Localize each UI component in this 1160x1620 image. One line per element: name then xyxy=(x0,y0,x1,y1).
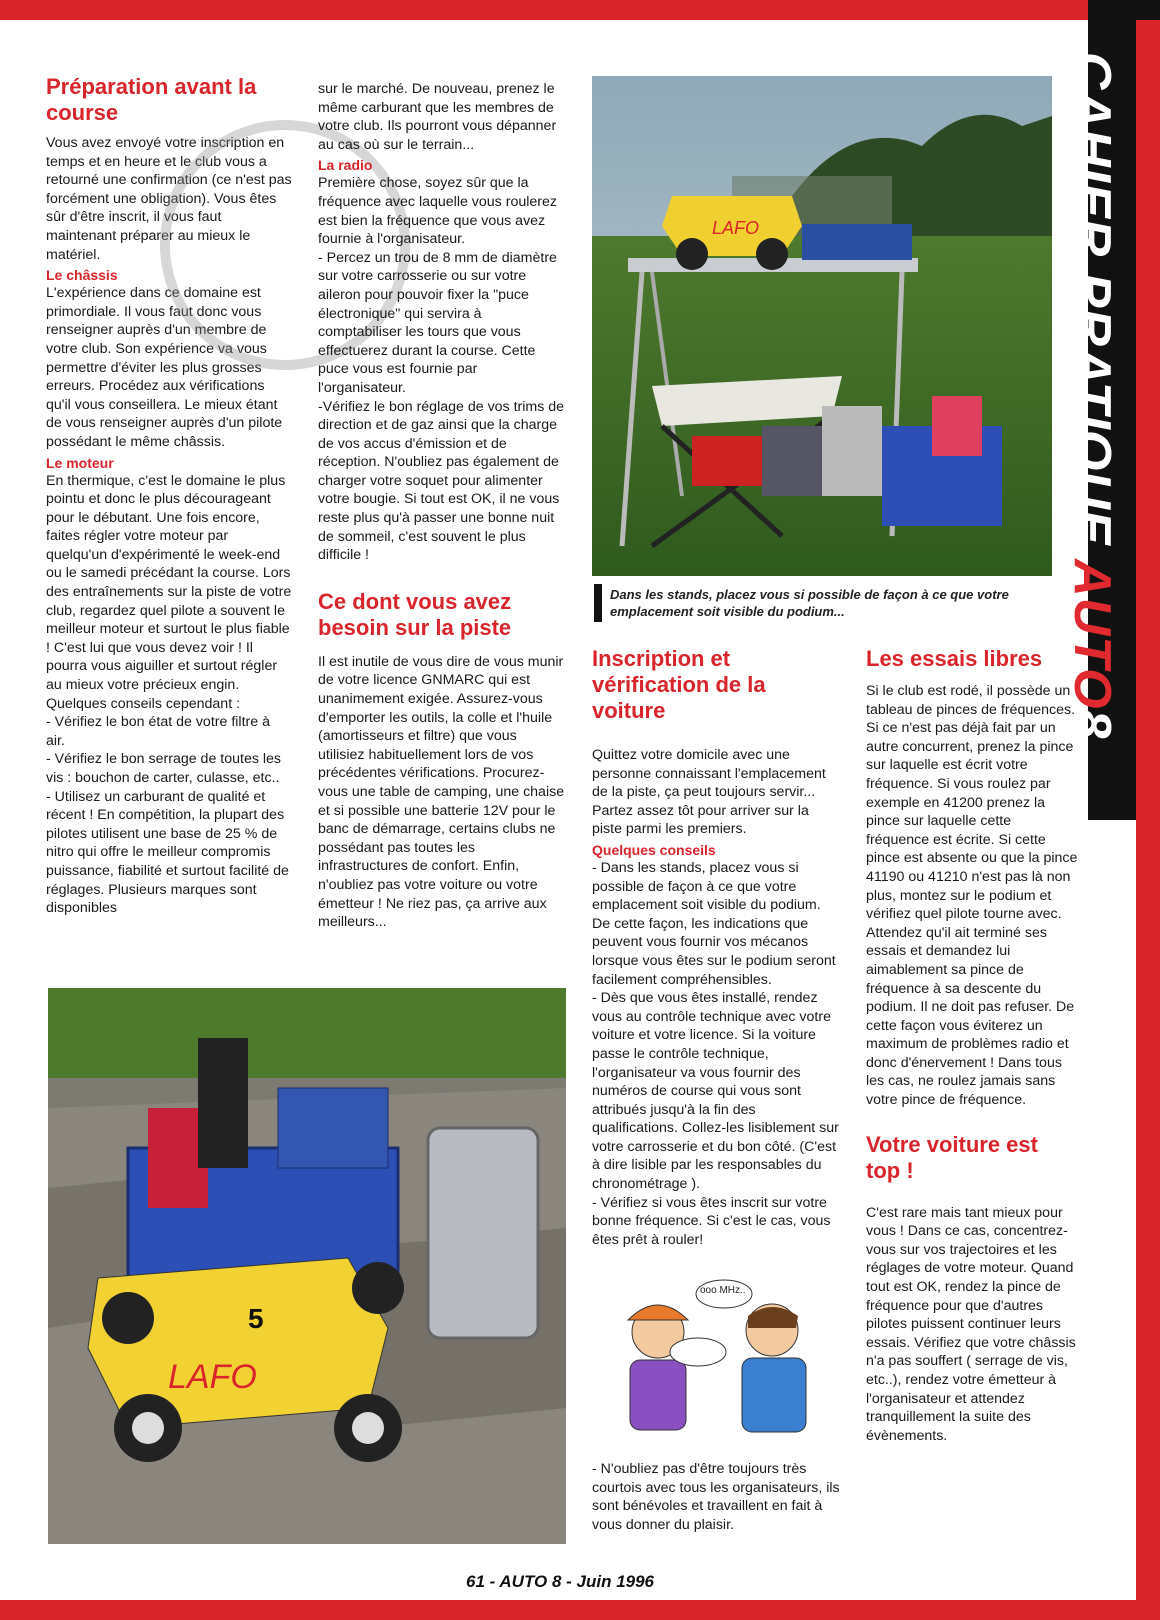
svg-text:LAFO: LAFO xyxy=(168,1358,257,1396)
tip-stands: - Dans les stands, placez vous si possible de façon à ce que votre emplacement soit visible du podium. De cette façon, les indications que peuvent vous fournir vos mécanos lorsque vous êtes sur le podium seront facilement compréhensibles. xyxy=(592,859,836,988)
heading-inscription: Inscription et vérification de la voiture xyxy=(592,646,766,723)
right-red-band xyxy=(1136,20,1160,1620)
tip-carburant: - Utilisez un carburant de qualité et récent ! En compétition, la plupart des pilotes utilisent une base de 25 % de nitro qui offre le meilleur compromis puissance, fiabilité et surtout facilité de réglages. Plusieurs marques sont disponibles xyxy=(46,788,289,917)
paragraph-chassis: L'expérience dans ce domaine est primordiale. Il vous faut donc vous renseigner auprès d'un membre de votre club. Son expérience va vous permettre d'éviter les plus grosses erreurs. Procédez aux vérifications qu'il vous conseillera. Le mieux étant de vous renseigner auprès d'un pilote possédant le même châssis. xyxy=(46,285,283,450)
paragraph-courtois: - N'oubliez pas d'être toujours très courtois avec tous les organisateurs, ils sont bénévoles et travaillent en fait à vous donner du plaisir. xyxy=(592,1461,840,1533)
paragraph-intro: Vous avez envoyé votre inscription en temps et en heure et le club vous a retourné une confirmation (ce n'est pas forcément une obligation). Vous êtes sûr d'être inscrit, il vous faut maintenant préparer au mieux le matériel. xyxy=(46,135,292,263)
tip-frequence: - Vérifiez si vous êtes inscrit sur votre bonne fréquence. Si c'est le cas, vous êtes prêt à rouler! xyxy=(592,1194,831,1248)
paragraph-essais: Si le club est rodé, il possède un tableau de pinces de fréquences. Si ce n'est pas déjà fait par un autre concurrent, prenez la pince sur laquelle est écrit votre fréquence. Si vous roulez par exemple en 41200 prenez la pince sur laquelle cette fréquence est écrite. Si cette pince est absente ou que la pince 41190 ou 41210 n'est pas là non plus, montez sur le podium et vérifiez quel pilote tourne avec. Attendez qu'il ait terminé ses essais et demandez lui aimablement sa pince de fréquence à sa descente du podium. Il ne doit pas refuser. De cette façon vous éviterez un maximum de problèmes radio et donc d'énervement ! Dans tous les cas, ne roulez jamais sans votre pince de fréquence. xyxy=(866,683,1078,1109)
tip-trims: -Vérifiez le bon réglage de vos trims de direction et de gaz ainsi que la charge de vos accus d'émission et de réception. N'oubliez pas également de charger votre soquet pour alimenter votre bougie. Si tout est OK, il ne vous reste plus qu'à passer une bonne nuit de sommeil, c'est souvent le plus difficile ! xyxy=(318,398,565,564)
cartoon-bubble-text: ooo MHz.. xyxy=(700,1285,746,1296)
paragraph-radio: Première chose, soyez sûr que la fréquence avec laquelle vous roulerez est bien la fréquence que vous avez fournie à l'organisateur. xyxy=(318,175,557,248)
page-footer: 61 - AUTO 8 - Juin 1996 xyxy=(466,1572,655,1591)
paragraph-inscription: Quittez votre domicile avec une personne connaissant l'emplacement de la piste, ça peut toujours servir... Partez assez tôt pour arriver sur la piste parmi les premiers. xyxy=(592,747,826,838)
sidebar-label: CAHIER PRATIQUE AUTO8 xyxy=(1063,52,1121,740)
column-4 xyxy=(866,646,1078,1445)
svg-text:5: 5 xyxy=(248,1303,264,1334)
subheading-chassis: Le châssis xyxy=(46,267,118,284)
subheading-radio: La radio xyxy=(318,157,373,174)
subheading-conseils: Quelques conseils xyxy=(592,841,716,858)
column-2 xyxy=(318,80,566,932)
photo-stand-table xyxy=(592,76,1052,576)
tip-puce: - Percez un trou de 8 mm de diamètre sur votre carrosserie ou sur votre aileron pour pouvoir fixer la "puce électronique" qui servira à comptabiliser les tours que vous effectuerez durant la course. Cette puce vous est fournie par l'organisateur. xyxy=(318,249,557,396)
photo-car-equipment xyxy=(48,988,566,1544)
heading-preparation: Préparation avant la course xyxy=(46,74,257,125)
top-red-band xyxy=(0,0,1160,20)
bottom-red-band xyxy=(0,1600,1160,1620)
paragraph-besoin: Il est inutile de vous dire de vous munir de votre licence GNMARC qui est unanimement exigée. Assurez-vous d'emporter les outils, la colle et l'huile (amortisseurs et filtre) que vous utilisiez habituellement lors de vos précédentes vérifications. Procurez-vous une table de camping, une chaise et si possible une batterie 12V pour le banc de démarrage, certains clubs ne possédant pas toutes les infrastructures de confort. Enfin, n'oubliez pas votre voiture ou votre émetteur ! Ne riez pas, ça arrive aux meilleurs... xyxy=(318,653,565,931)
cartoon-illustration xyxy=(606,1272,828,1452)
caption-marker xyxy=(594,584,602,622)
tip-filtre: - Vérifiez le bon état de votre filtre à air. xyxy=(46,714,270,749)
tip-controle: - Dès que vous êtes installé, rendez vous au contrôle technique avec votre voiture et votre licence. Si la voiture passe le contrôle technique, l'organisateur va vous fournir des numéros de course qui vous sont attribués jusqu'à la fin des qualifications. Collez-les lisiblement sur votre carrosserie et du bon côté. (C'est à dire lisible par les responsables du chronométrage ). xyxy=(592,990,839,1193)
column-3-closing xyxy=(592,1460,842,1534)
heading-essais: Les essais libres xyxy=(866,646,1043,671)
column-3 xyxy=(592,646,842,1249)
svg-text:LAFO: LAFO xyxy=(712,218,760,238)
photo-caption: Dans les stands, placez vous si possible de façon à ce que votre emplacement soit visible du podium... xyxy=(610,587,1009,619)
paragraph-top: C'est rare mais tant mieux pour vous ! Dans ce cas, concentrez-vous sur vos trajectoires et les réglages de votre moteur. Quand tout est OK, rendez la pince de fréquence pour que d'autres pilotes puissent continuer leurs essais. Vérifiez que votre châssis n'a pas souffert ( serrage de vis, etc..), rendez votre émetteur à l'organisateur et attendez tranquillement la suite des évènements. xyxy=(866,1204,1076,1444)
paragraph-moteur: En thermique, c'est le domaine le plus pointu et donc le plus décourageant pour le débutant. Une fois encore, faites régler votre moteur par quelqu'un d'expérimenté le week-end ou le samedi précédant la course. Lors des entraînements sur la piste de votre club, regardez quel pilote a souvent le meilleur moteur et surtout le plus fiable ! C'est lui que vous devez voir ! Il pourra vous aiguiller et surtout régler au mieux votre précieux engin. Quelques conseils cependant : xyxy=(46,472,292,712)
subheading-moteur: Le moteur xyxy=(46,454,114,471)
heading-top: Votre voiture est top ! xyxy=(866,1131,1038,1183)
heading-besoin: Ce dont vous avez besoin sur la piste xyxy=(318,588,512,640)
tip-serrage: - Vérifiez le bon serrage de toutes les vis : bouchon de carter, culasse, etc.. xyxy=(46,751,282,786)
paragraph-continuation: sur le marché. De nouveau, prenez le même carburant que les membres de votre club. Ils pourront vous dépanner au cas où sur le terrain... xyxy=(318,81,557,153)
